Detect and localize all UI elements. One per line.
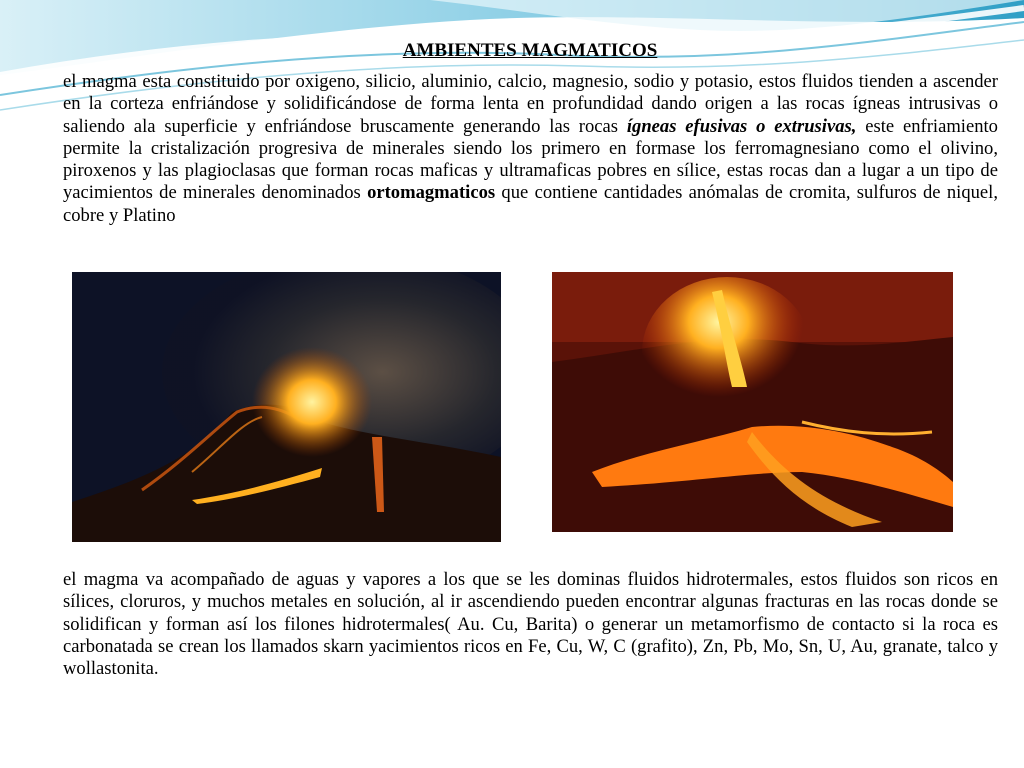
paragraph1-emphasis: ígneas efusivas o extrusivas, xyxy=(626,115,857,137)
page-title: AMBIENTES MAGMATICOS xyxy=(402,40,658,61)
volcano-eruption-night-photo xyxy=(72,272,501,542)
paragraph1-text-c: que contiene cantidades anómalas de cromita, sulfuros de niquel, cobre y Platino xyxy=(63,182,998,226)
paragraph1-text-a: el magma esta constituido por oxigeno, silicio, aluminio, calcio, magnesio, sodio y potasio, estos fluidos tienden a ascender en la corteza enfriándose y solidificándose de forma lenta en profundidad dando origen a las rocas ígneas intrusivas o saliendo ala superficie y enfriándose bruscamente generando las rocas xyxy=(63,71,998,137)
paragraph-magmatic-environments xyxy=(63,71,998,227)
paragraph1-bold-term: ortomagmaticos xyxy=(367,182,496,204)
paragraph-hydrothermal-fluids: el magma va acompañado de aguas y vapores a los que se les dominas fluidos hidrotermales, estos fluidos son ricos en sílices, cloruros, y muchos metales en solución, al ir ascendiendo pueden encontrar algunas fracturas en las rocas donde se solidifican y forman así los filones hidrotermales( Au. Cu, Barita) o generar un metamorfismo de contacto si la roca es carbonatada se crean los llamados skarn yacimientos ricos en Fe, Cu, W, C (grafito), Zn, Pb, Mo, Sn, U, Au, granate, talco y wollastonita. xyxy=(63,569,998,680)
paragraph1-text-b: este enfriamiento permite la cristalización progresiva de minerales siendo los primero en formase los ferromagnesiano como el olivino, piroxenos y las plagioclasas que forman rocas maficas y ultramaficas pobres en sílice, estas rocas dan a lugar a un tipo de yacimientos de minerales denominados xyxy=(63,115,998,204)
lava-flow-photo xyxy=(552,272,953,532)
